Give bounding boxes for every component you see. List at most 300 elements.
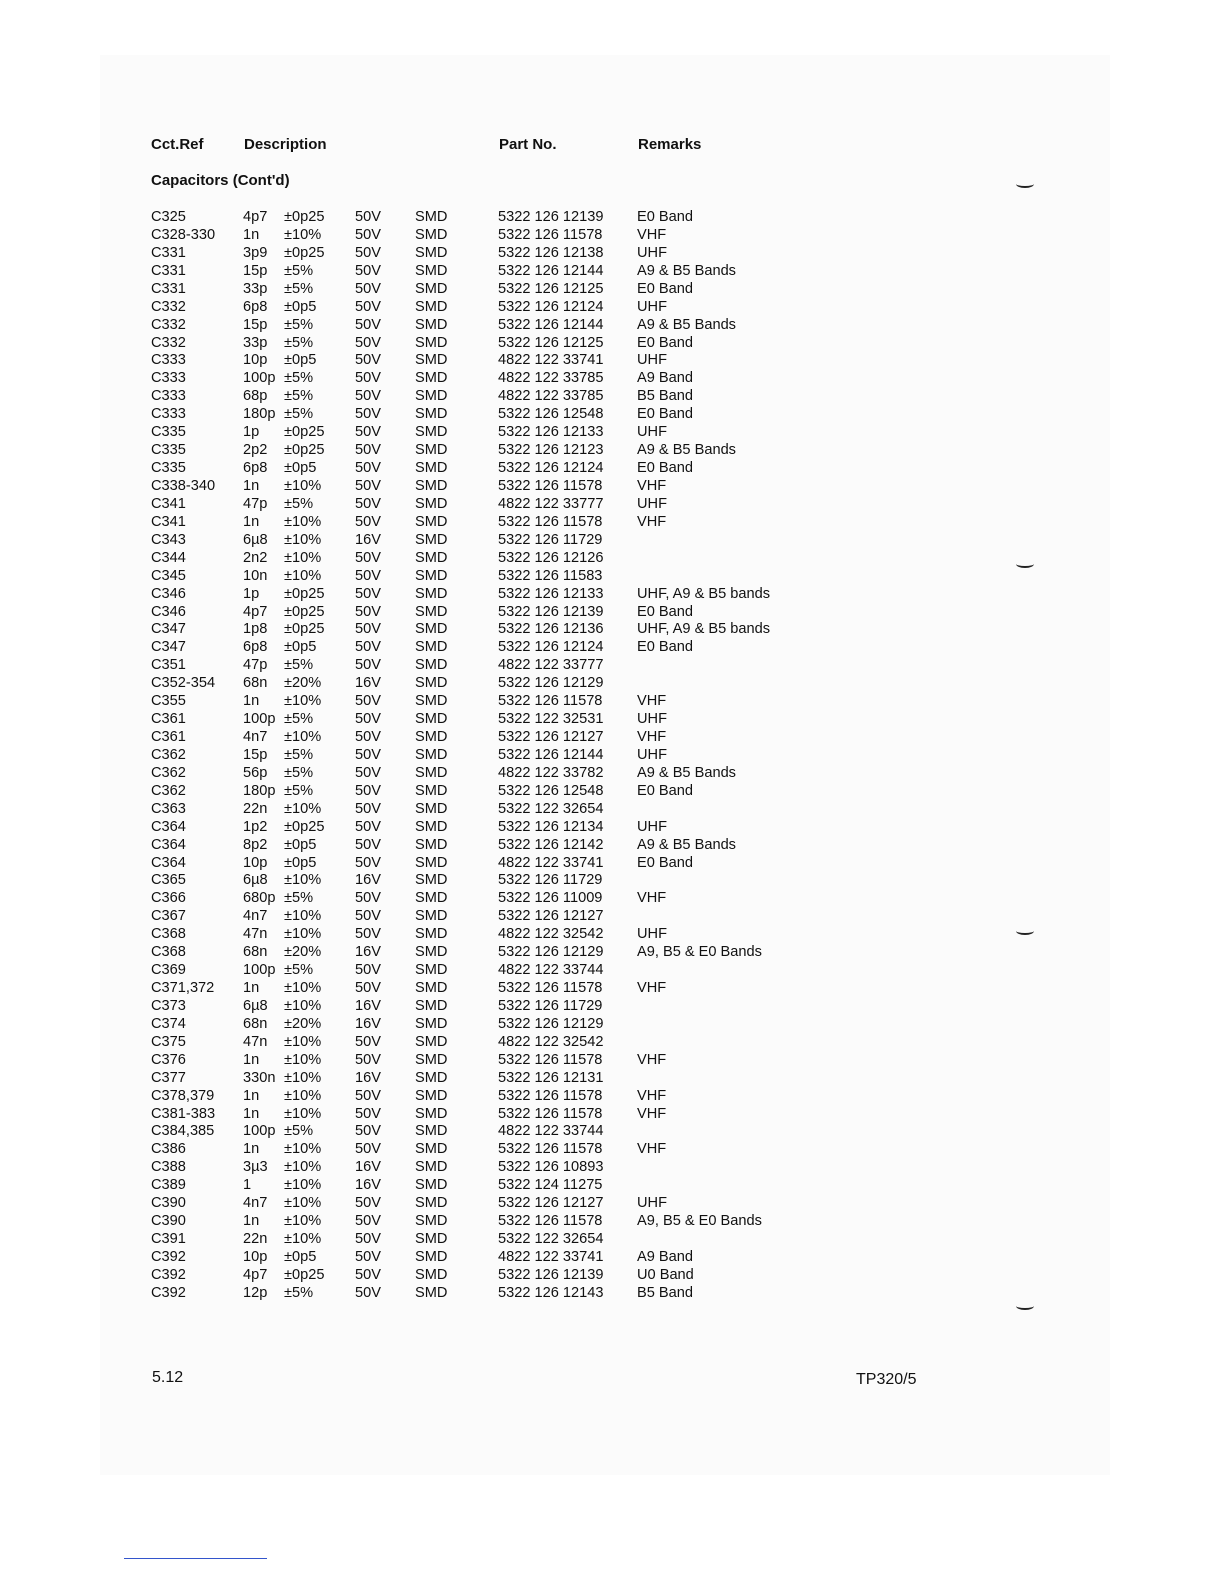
column-header-description: Description [244, 136, 327, 153]
cell-part-number: 5322 126 11578 [498, 1213, 603, 1230]
cell-remarks: UHF [637, 818, 667, 835]
cell-ref: C341 [151, 513, 186, 530]
cell-value: 100p [243, 962, 276, 979]
cell-tolerance: ±10% [284, 549, 322, 566]
cell-voltage: 50V [355, 926, 381, 943]
cell-remarks: VHF [637, 513, 667, 530]
cell-ref: C384,385 [151, 1123, 215, 1140]
cell-voltage: 50V [355, 1105, 381, 1122]
cell-value: 4n7 [243, 729, 268, 745]
bottom-rule [124, 1558, 267, 1559]
cell-remarks: UHF [637, 495, 667, 512]
cell-tolerance: ±0p25 [284, 424, 325, 441]
cell-remarks: A9 & B5 Bands [637, 836, 736, 853]
cell-part-number: 5322 126 11578 [498, 980, 603, 996]
cell-voltage: 50V [355, 567, 381, 584]
cell-value: 10n [243, 567, 268, 584]
cell-tolerance: ±10% [284, 997, 322, 1014]
cell-value: 4p7 [243, 1266, 268, 1283]
cell-value: 6p8 [243, 460, 268, 476]
cell-part-number: 5322 126 11578 [498, 1051, 603, 1068]
column-header-ref: Cct.Ref [151, 136, 204, 153]
cell-value: 1n [243, 1213, 260, 1230]
cell-voltage: 50V [355, 1051, 381, 1068]
cell-part-number: 4822 122 32542 [498, 1033, 604, 1050]
cell-value: 6µ8 [243, 872, 268, 889]
cell-remarks: B5 Band [637, 1284, 693, 1301]
cell-value: 180p [243, 406, 276, 423]
cell-tolerance: ±0p5 [284, 854, 317, 871]
cell-ref: C392 [151, 1284, 186, 1301]
cell-ref: C386 [151, 1141, 186, 1158]
margin-mark [1016, 927, 1034, 935]
cell-value: 2p2 [243, 442, 268, 459]
cell-ref: C352-354 [151, 675, 216, 692]
cell-package: SMD [415, 746, 448, 763]
cell-part-number: 5322 126 12139 [498, 603, 604, 620]
cell-package: SMD [415, 226, 448, 243]
cell-ref: C361 [151, 711, 186, 727]
cell-value: 100p [243, 1123, 276, 1140]
cell-package: SMD [415, 621, 448, 638]
cell-part-number: 4822 122 33782 [498, 764, 604, 781]
cell-remarks: UHF [637, 244, 667, 261]
cell-value: 56p [243, 764, 268, 781]
cell-tolerance: ±10% [284, 908, 322, 925]
cell-tolerance: ±10% [284, 567, 322, 584]
cell-value: 1n [243, 1087, 260, 1104]
column-header-remarks: Remarks [638, 136, 702, 153]
cell-package: SMD [415, 657, 448, 674]
cell-voltage: 16V [355, 675, 381, 692]
cell-tolerance: ±0p5 [284, 298, 317, 315]
cell-value: 1n [243, 513, 260, 530]
cell-package: SMD [415, 567, 448, 584]
cell-tolerance: ±10% [284, 693, 322, 710]
cell-part-number: 4822 122 33777 [498, 657, 604, 674]
cell-value: 1n [243, 980, 260, 996]
cell-part-number: 5322 126 12138 [498, 244, 604, 261]
cell-remarks: VHF [637, 980, 667, 996]
cell-ref: C328-330 [151, 226, 216, 243]
cell-voltage: 50V [355, 442, 381, 459]
cell-voltage: 50V [355, 657, 381, 674]
cell-ref: C364 [151, 836, 186, 853]
cell-value: 68p [243, 388, 268, 405]
cell-voltage: 50V [355, 585, 381, 602]
cell-tolerance: ±5% [284, 746, 314, 763]
page-number: 5.12 [152, 1369, 184, 1386]
cell-ref: C362 [151, 746, 186, 763]
cell-ref: C331 [151, 244, 186, 261]
cell-package: SMD [415, 1015, 448, 1032]
cell-value: 1n [243, 1051, 260, 1068]
cell-package: SMD [415, 1159, 448, 1176]
cell-tolerance: ±10% [284, 1051, 322, 1068]
cell-tolerance: ±5% [284, 388, 314, 405]
cell-package: SMD [415, 675, 448, 692]
cell-voltage: 50V [355, 1195, 381, 1212]
cell-package: SMD [415, 513, 448, 530]
cell-remarks: B5 Band [637, 388, 693, 405]
cell-value: 10p [243, 352, 268, 369]
cell-tolerance: ±5% [284, 1284, 314, 1301]
cell-remarks: UHF [637, 926, 667, 943]
cell-package: SMD [415, 944, 448, 961]
cell-package: SMD [415, 460, 448, 476]
cell-remarks: UHF [637, 746, 667, 763]
cell-part-number: 4822 122 33744 [498, 1123, 604, 1140]
cell-voltage: 50V [355, 1266, 381, 1283]
cell-tolerance: ±0p5 [284, 1248, 317, 1265]
cell-voltage: 16V [355, 531, 381, 548]
cell-package: SMD [415, 1069, 448, 1086]
cell-part-number: 5322 126 11578 [498, 693, 603, 710]
cell-tolerance: ±10% [284, 980, 322, 996]
cell-package: SMD [415, 1195, 448, 1212]
cell-remarks: A9 & B5 Bands [637, 316, 736, 333]
cell-tolerance: ±5% [284, 890, 314, 907]
cell-package: SMD [415, 782, 448, 799]
cell-voltage: 50V [355, 370, 381, 387]
cell-tolerance: ±5% [284, 782, 314, 799]
cell-remarks: VHF [637, 1051, 667, 1068]
cell-ref: C388 [151, 1159, 186, 1176]
cell-voltage: 50V [355, 316, 381, 333]
cell-voltage: 50V [355, 460, 381, 476]
margin-mark [1016, 560, 1034, 568]
cell-remarks: VHF [637, 226, 667, 243]
cell-tolerance: ±0p25 [284, 209, 325, 225]
cell-value: 47p [243, 495, 268, 512]
cell-tolerance: ±5% [284, 764, 314, 781]
cell-remarks: VHF [637, 693, 667, 710]
cell-part-number: 5322 126 10893 [498, 1159, 604, 1176]
cell-tolerance: ±5% [284, 1123, 314, 1140]
cell-part-number: 4822 122 33777 [498, 495, 604, 512]
cell-voltage: 50V [355, 1033, 381, 1050]
cell-remarks: E0 Band [637, 334, 693, 351]
cell-value: 4n7 [243, 1195, 268, 1212]
cell-value: 47n [243, 1033, 268, 1050]
cell-voltage: 50V [355, 746, 381, 763]
cell-remarks: VHF [637, 477, 667, 494]
cell-package: SMD [415, 854, 448, 871]
cell-tolerance: ±10% [284, 1195, 322, 1212]
cell-package: SMD [415, 1266, 448, 1283]
cell-ref: C331 [151, 262, 186, 279]
cell-part-number: 5322 126 12126 [498, 549, 604, 566]
cell-tolerance: ±10% [284, 1213, 322, 1230]
cell-remarks: E0 Band [637, 406, 693, 423]
cell-part-number: 5322 126 11009 [498, 890, 603, 907]
cell-tolerance: ±10% [284, 1087, 322, 1104]
cell-part-number: 5322 126 11578 [498, 1141, 603, 1158]
cell-tolerance: ±10% [284, 729, 322, 745]
cell-value: 15p [243, 262, 268, 279]
cell-voltage: 16V [355, 1069, 381, 1086]
cell-part-number: 5322 126 12143 [498, 1284, 604, 1301]
cell-ref: C368 [151, 944, 186, 961]
cell-package: SMD [415, 244, 448, 261]
cell-tolerance: ±10% [284, 800, 322, 817]
cell-ref: C392 [151, 1266, 186, 1283]
cell-voltage: 50V [355, 818, 381, 835]
cell-part-number: 5322 122 32531 [498, 711, 604, 727]
cell-value: 47p [243, 657, 268, 674]
cell-part-number: 5322 126 12124 [498, 298, 604, 315]
cell-tolerance: ±10% [284, 1177, 322, 1194]
cell-tolerance: ±10% [284, 1231, 322, 1247]
cell-tolerance: ±0p25 [284, 603, 325, 620]
cell-ref: C355 [151, 693, 186, 710]
cell-package: SMD [415, 424, 448, 441]
cell-ref: C371,372 [151, 980, 215, 996]
cell-package: SMD [415, 442, 448, 459]
cell-voltage: 50V [355, 334, 381, 351]
cell-voltage: 50V [355, 1248, 381, 1265]
cell-ref: C381-383 [151, 1105, 216, 1122]
cell-voltage: 50V [355, 729, 381, 745]
cell-package: SMD [415, 549, 448, 566]
cell-tolerance: ±0p25 [284, 442, 325, 459]
cell-value: 22n [243, 800, 268, 817]
cell-value: 1n [243, 693, 260, 710]
cell-value: 1n [243, 1105, 260, 1122]
cell-value: 10p [243, 854, 268, 871]
cell-value: 47n [243, 926, 268, 943]
cell-remarks: E0 Band [637, 854, 693, 871]
cell-value: 1n [243, 226, 260, 243]
cell-value: 6p8 [243, 639, 268, 656]
cell-package: SMD [415, 585, 448, 602]
cell-package: SMD [415, 1284, 448, 1301]
cell-tolerance: ±20% [284, 1015, 322, 1032]
cell-remarks: A9, B5 & E0 Bands [637, 944, 762, 961]
cell-tolerance: ±10% [284, 1069, 322, 1086]
margin-mark [1016, 180, 1034, 188]
cell-voltage: 16V [355, 872, 381, 889]
cell-ref: C332 [151, 298, 186, 315]
cell-tolerance: ±10% [284, 872, 322, 889]
cell-package: SMD [415, 316, 448, 333]
cell-package: SMD [415, 890, 448, 907]
cell-voltage: 16V [355, 1159, 381, 1176]
cell-package: SMD [415, 334, 448, 351]
cell-tolerance: ±10% [284, 531, 322, 548]
cell-remarks: A9 Band [637, 1248, 693, 1265]
cell-tolerance: ±0p5 [284, 836, 317, 853]
cell-package: SMD [415, 1248, 448, 1265]
cell-part-number: 5322 126 11578 [498, 226, 603, 243]
cell-remarks: UHF [637, 424, 667, 441]
cell-tolerance: ±0p25 [284, 585, 325, 602]
cell-package: SMD [415, 1177, 448, 1194]
cell-voltage: 50V [355, 764, 381, 781]
cell-ref: C378,379 [151, 1087, 215, 1104]
cell-part-number: 5322 126 12134 [498, 818, 604, 835]
cell-remarks: A9 & B5 Bands [637, 442, 736, 459]
cell-ref: C392 [151, 1248, 186, 1265]
cell-tolerance: ±20% [284, 675, 322, 692]
cell-voltage: 50V [355, 388, 381, 405]
cell-part-number: 5322 126 12144 [498, 746, 604, 763]
cell-package: SMD [415, 729, 448, 745]
cell-ref: C365 [151, 872, 186, 889]
section-title: Capacitors (Cont'd) [151, 172, 290, 189]
cell-value: 6p8 [243, 298, 268, 315]
cell-remarks: E0 Band [637, 209, 693, 225]
cell-value: 1n [243, 1141, 260, 1158]
cell-tolerance: ±0p25 [284, 621, 325, 638]
cell-value: 3p9 [243, 244, 268, 261]
cell-voltage: 50V [355, 226, 381, 243]
cell-tolerance: ±5% [284, 262, 314, 279]
cell-ref: C373 [151, 997, 186, 1014]
cell-remarks: VHF [637, 1141, 667, 1158]
cell-voltage: 50V [355, 1087, 381, 1104]
cell-voltage: 50V [355, 424, 381, 441]
cell-tolerance: ±5% [284, 962, 314, 979]
cell-ref: C331 [151, 280, 186, 297]
cell-part-number: 5322 126 12131 [498, 1069, 604, 1086]
cell-part-number: 5322 126 12144 [498, 262, 604, 279]
cell-part-number: 5322 126 12139 [498, 209, 604, 225]
cell-ref: C362 [151, 764, 186, 781]
cell-part-number: 5322 126 12129 [498, 944, 604, 961]
cell-part-number: 4822 122 33785 [498, 370, 604, 387]
cell-part-number: 4822 122 33744 [498, 962, 604, 979]
cell-tolerance: ±10% [284, 226, 322, 243]
cell-part-number: 5322 126 12548 [498, 406, 604, 423]
cell-value: 68n [243, 675, 268, 692]
cell-value: 15p [243, 316, 268, 333]
cell-package: SMD [415, 962, 448, 979]
cell-part-number: 5322 126 12133 [498, 585, 604, 602]
cell-part-number: 5322 126 12129 [498, 675, 604, 692]
cell-ref: C333 [151, 352, 186, 369]
cell-voltage: 50V [355, 621, 381, 638]
cell-voltage: 50V [355, 298, 381, 315]
cell-tolerance: ±10% [284, 1141, 322, 1158]
cell-remarks: A9 & B5 Bands [637, 262, 736, 279]
cell-part-number: 5322 126 12129 [498, 1015, 604, 1032]
cell-voltage: 50V [355, 693, 381, 710]
cell-part-number: 4822 122 33785 [498, 388, 604, 405]
cell-package: SMD [415, 818, 448, 835]
cell-voltage: 50V [355, 639, 381, 656]
cell-remarks: A9 Band [637, 370, 693, 387]
cell-ref: C364 [151, 854, 186, 871]
cell-value: 100p [243, 370, 276, 387]
cell-ref: C345 [151, 567, 186, 584]
cell-ref: C332 [151, 334, 186, 351]
cell-package: SMD [415, 370, 448, 387]
cell-voltage: 50V [355, 800, 381, 817]
cell-package: SMD [415, 711, 448, 727]
cell-package: SMD [415, 495, 448, 512]
cell-voltage: 50V [355, 782, 381, 799]
cell-package: SMD [415, 764, 448, 781]
cell-value: 3µ3 [243, 1159, 268, 1176]
cell-value: 1p [243, 424, 260, 441]
cell-voltage: 50V [355, 209, 381, 225]
cell-part-number: 5322 124 11275 [498, 1177, 603, 1194]
cell-value: 1p [243, 585, 260, 602]
cell-part-number: 5322 126 12127 [498, 729, 604, 745]
cell-package: SMD [415, 836, 448, 853]
cell-part-number: 5322 126 12144 [498, 316, 604, 333]
cell-package: SMD [415, 280, 448, 297]
cell-ref: C325 [151, 209, 186, 225]
cell-ref: C390 [151, 1195, 186, 1212]
cell-part-number: 5322 126 12139 [498, 1266, 604, 1283]
cell-voltage: 16V [355, 997, 381, 1014]
cell-ref: C335 [151, 424, 186, 441]
cell-voltage: 16V [355, 1015, 381, 1032]
cell-part-number: 5322 126 12125 [498, 280, 604, 297]
cell-remarks: U0 Band [637, 1266, 694, 1283]
cell-package: SMD [415, 388, 448, 405]
document-code: TP320/5 [856, 1371, 917, 1388]
cell-part-number: 4822 122 33741 [498, 854, 604, 871]
cell-ref: C335 [151, 460, 186, 476]
cell-part-number: 5322 126 11578 [498, 477, 603, 494]
cell-value: 15p [243, 746, 268, 763]
cell-part-number: 5322 126 12136 [498, 621, 604, 638]
cell-ref: C375 [151, 1033, 186, 1050]
cell-package: SMD [415, 1051, 448, 1068]
cell-package: SMD [415, 1033, 448, 1050]
cell-ref: C346 [151, 585, 186, 602]
cell-package: SMD [415, 1087, 448, 1104]
cell-remarks: UHF [637, 298, 667, 315]
cell-tolerance: ±10% [284, 1033, 322, 1050]
cell-package: SMD [415, 1213, 448, 1230]
cell-part-number: 5322 126 12548 [498, 782, 604, 799]
cell-part-number: 4822 122 32542 [498, 926, 604, 943]
cell-value: 33p [243, 334, 268, 351]
cell-tolerance: ±10% [284, 926, 322, 943]
cell-part-number: 5322 126 12124 [498, 639, 604, 656]
cell-voltage: 50V [355, 980, 381, 996]
cell-value: 180p [243, 782, 276, 799]
cell-value: 33p [243, 280, 268, 297]
cell-package: SMD [415, 908, 448, 925]
cell-tolerance: ±0p5 [284, 639, 317, 656]
cell-value: 4p7 [243, 603, 268, 620]
cell-voltage: 50V [355, 603, 381, 620]
cell-voltage: 50V [355, 711, 381, 727]
cell-voltage: 50V [355, 352, 381, 369]
cell-ref: C363 [151, 800, 186, 817]
cell-ref: C347 [151, 639, 186, 656]
cell-ref: C389 [151, 1177, 186, 1194]
cell-remarks: A9 & B5 Bands [637, 764, 736, 781]
cell-part-number: 5322 126 12125 [498, 334, 604, 351]
cell-part-number: 5322 122 32654 [498, 1231, 604, 1247]
cell-ref: C338-340 [151, 477, 216, 494]
cell-package: SMD [415, 926, 448, 943]
cell-part-number: 5322 126 11729 [498, 997, 603, 1014]
cell-voltage: 50V [355, 262, 381, 279]
cell-remarks: VHF [637, 1087, 667, 1104]
cell-voltage: 50V [355, 1284, 381, 1301]
cell-package: SMD [415, 603, 448, 620]
cell-value: 2n2 [243, 549, 268, 566]
cell-remarks: VHF [637, 1105, 667, 1122]
cell-voltage: 16V [355, 944, 381, 961]
